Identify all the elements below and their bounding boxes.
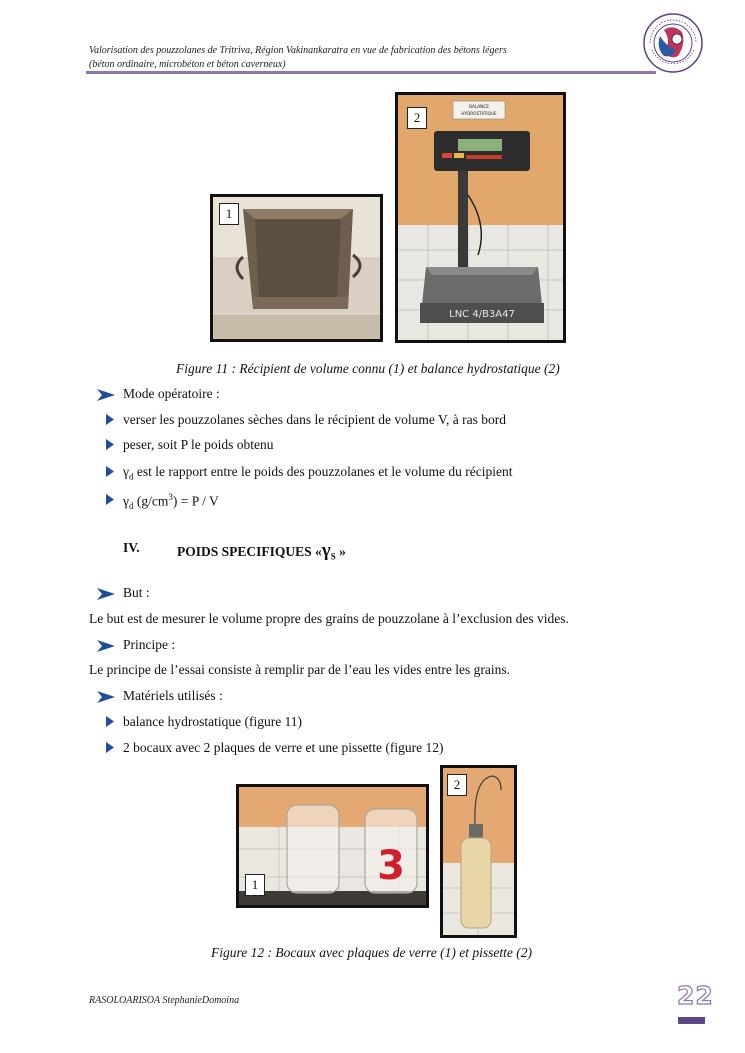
jar-mark-text: 3 [377, 843, 405, 889]
mode-formula [123, 492, 219, 511]
but-title: But : [123, 585, 150, 600]
faculty-seal-logo [642, 12, 704, 74]
page-number-bar [678, 1017, 705, 1024]
triangle-bullet-icon [106, 439, 114, 450]
header-line-1: Valorisation des pouzzolanes de Tritriva, Région Vakinankaratra en vue de fabrication des bétons légers [89, 45, 507, 56]
figure11-caption: Figure 11 : Récipient de volume connu (1) et balance hydrostatique (2) [176, 361, 560, 376]
mode-step-3 [123, 464, 512, 482]
formula-gamma-subscript: d [128, 501, 134, 512]
arrow-bullet-icon [97, 640, 115, 652]
mode-title: Mode opératoire : [123, 386, 220, 401]
section-symbol-subscript: S [330, 551, 336, 562]
footer-author: RASOLOARISOA StephanieDomoina [89, 995, 240, 1006]
figure12-label-1: 1 [245, 874, 265, 896]
principe-title: Principe : [123, 637, 176, 652]
triangle-bullet-icon [106, 414, 114, 425]
arrow-bullet-icon [97, 588, 115, 600]
figure11-label-2: 2 [407, 107, 427, 129]
arrow-bullet-icon [97, 389, 115, 401]
section-title [177, 540, 346, 562]
figure12-label-2: 2 [447, 774, 467, 796]
figure12-caption: Figure 12 : Bocaux avec plaques de verre (1) et pissette (2) [211, 945, 533, 960]
gamma-symbol: γ [123, 464, 129, 479]
triangle-bullet-icon [106, 494, 114, 505]
triangle-bullet-icon [106, 716, 114, 727]
mode-step-2: peser, soit P le poids obtenu [123, 437, 274, 452]
triangle-bullet-icon [106, 742, 114, 753]
balance-sign-text: BALANCE [469, 104, 489, 109]
mode-step-3-text: est le rapport entre le poids des pouzzolanes et le volume du récipient [136, 464, 513, 479]
header-line-2: (béton ordinaire, microbéton et béton caverneux) [89, 59, 286, 70]
svg-text:HYDROSTATIQUE: HYDROSTATIQUE [461, 111, 497, 116]
materiels-title: Matériels utilisés : [123, 688, 223, 703]
balance-marking-text: LNC 4/B3A47 [449, 309, 515, 320]
figure11-label-1: 1 [219, 203, 239, 225]
header-rule [86, 71, 656, 74]
principe-text: Le principe de l’essai consiste à remplir par de l’eau les vides entre les grains. [89, 662, 510, 677]
materiels-item-1: balance hydrostatique (figure 11) [123, 714, 303, 729]
but-text: Le but est de mesurer le volume propre des grains de pouzzolane à l’exclusion des vides. [89, 611, 569, 626]
running-header [89, 44, 629, 72]
formula-gamma: γ [123, 493, 129, 509]
formula-right: ) = P / V [172, 493, 219, 509]
mode-step-1: verser les pouzzolanes sèches dans le récipient de volume V, à ras bord [123, 412, 506, 427]
triangle-bullet-icon [106, 466, 114, 477]
photo-hydrostatic-balance [395, 92, 566, 343]
gamma-subscript: d [128, 471, 134, 482]
page-number: 22 [677, 981, 714, 1010]
section-number: IV. [123, 540, 140, 555]
section-symbol: γ [321, 540, 331, 561]
section-title-close: » [339, 544, 346, 559]
formula-left: (g/cm [136, 493, 169, 509]
section-title-text: POIDS SPECIFIQUES « [177, 544, 322, 559]
arrow-bullet-icon [97, 691, 115, 703]
materiels-item-2: 2 bocaux avec 2 plaques de verre et une pissette (figure 12) [123, 740, 444, 755]
formula-exponent: 3 [168, 492, 173, 502]
